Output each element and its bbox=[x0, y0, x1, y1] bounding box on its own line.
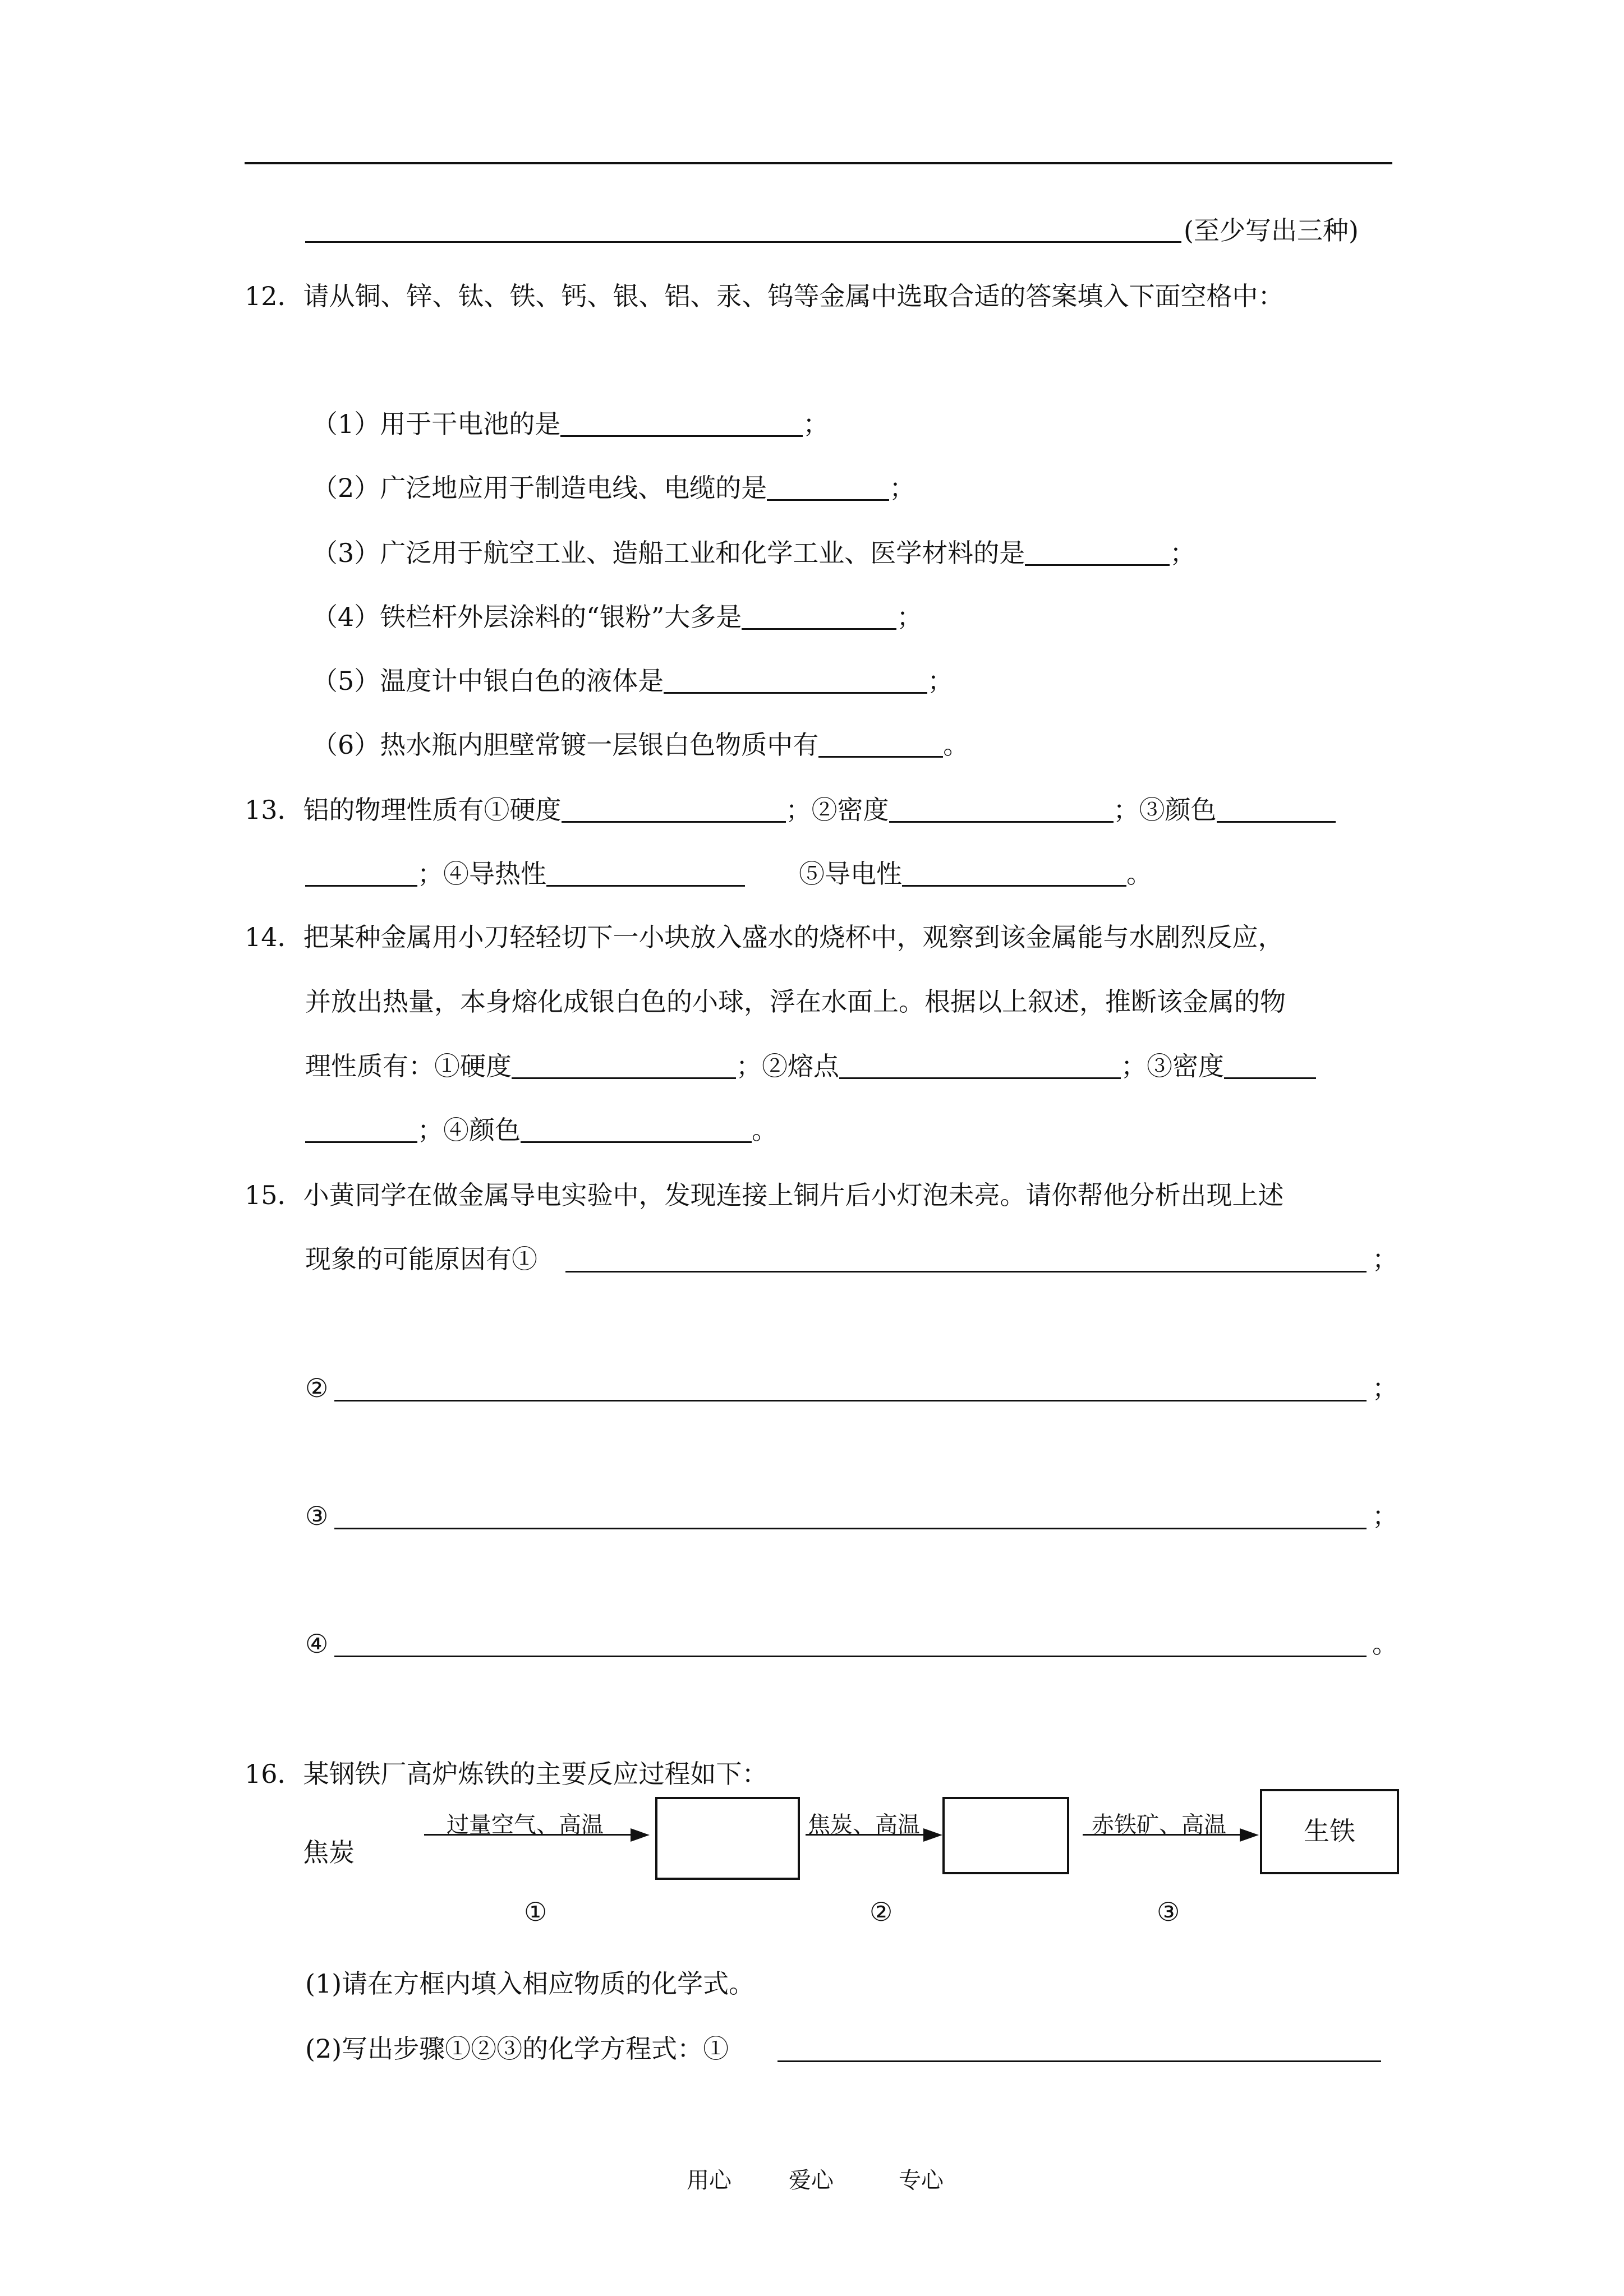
q12-item-6 bbox=[312, 731, 969, 758]
flow-start-coke: 焦炭 bbox=[303, 1837, 355, 1868]
arrow-2-shaft bbox=[806, 1834, 926, 1836]
q13-electric: ⑤导电性 bbox=[799, 859, 902, 889]
step-markers bbox=[393, 1897, 1402, 1927]
q12-stem: 12．请从铜、锌、钛、铁、钙、银、铝、汞、钨等金属中选取合适的答案填入下面空格中： bbox=[245, 281, 1284, 311]
q13-line-1 bbox=[245, 796, 1336, 823]
q12-item-2 bbox=[312, 474, 915, 501]
q15-answer-line-2[interactable] bbox=[334, 1400, 1367, 1401]
q12-item-6-text: （6）热水瓶内胆壁常镀一层银白色物质中有 bbox=[312, 730, 819, 760]
q12-item-3-end: ； bbox=[1170, 538, 1196, 568]
answer-blank[interactable] bbox=[818, 731, 943, 758]
q12-item-4 bbox=[312, 603, 922, 630]
answer-blank[interactable] bbox=[562, 796, 786, 823]
arrow-3-label: 赤铁矿、高温 bbox=[1092, 1812, 1226, 1838]
q12-item-4-end: ； bbox=[896, 602, 923, 632]
arrow-2-head bbox=[923, 1828, 942, 1842]
q14-line-2: 并放出热量，本身熔化成银白色的小球，浮在水面上。根据以上叙述，推断该金属的物 bbox=[305, 986, 1286, 1017]
answer-blank[interactable] bbox=[902, 860, 1126, 887]
answer-blank[interactable] bbox=[1224, 1053, 1316, 1079]
q15-marker-4: ④ bbox=[305, 1629, 329, 1659]
q12-item-3-text: （3）广泛用于航空工业、造船工业和化学工业、医学材料的是 bbox=[312, 538, 1025, 568]
step-2-marker: ② bbox=[869, 1897, 893, 1927]
answer-blank[interactable] bbox=[664, 667, 927, 694]
q13-heat: ；④导热性 bbox=[417, 859, 546, 889]
answer-blank[interactable] bbox=[305, 1117, 417, 1143]
q14-melting: ；②熔点 bbox=[736, 1051, 839, 1081]
q12-item-5-end: ； bbox=[927, 666, 954, 696]
footer-text-2: 爱心 bbox=[789, 2168, 834, 2193]
q12-item-1 bbox=[312, 411, 829, 437]
q16-stem: 16．某钢铁厂高炉炼铁的主要反应过程如下： bbox=[245, 1759, 768, 1789]
q15-marker-3: ③ bbox=[305, 1501, 329, 1531]
q13-hardness: 铝的物理性质有①硬度 bbox=[303, 795, 562, 825]
q15-answer-line-1[interactable] bbox=[565, 1271, 1367, 1273]
step-1-marker: ① bbox=[524, 1897, 548, 1927]
q12-item-1-end: ； bbox=[803, 409, 829, 439]
q12-item-5-text: （5）温度计中银白色的液体是 bbox=[312, 666, 664, 696]
arrow-3-shaft bbox=[1083, 1834, 1242, 1836]
flow-end-box bbox=[1260, 1789, 1399, 1874]
answer-blank[interactable] bbox=[305, 860, 417, 887]
q14-line-3 bbox=[305, 1053, 1316, 1079]
q13-color: ；③颜色 bbox=[1113, 795, 1217, 825]
q15-text-1: 小黄同学在做金属导电实验中，发现连接上铜片后小灯泡未亮。请你帮他分析出现上述 bbox=[303, 1180, 1284, 1210]
arrow-2-label: 焦炭、高温 bbox=[808, 1812, 920, 1838]
q12-item-6-end: 。 bbox=[943, 730, 969, 760]
q15-line-2-end: ； bbox=[1372, 1244, 1398, 1274]
q14-color: ；④颜色 bbox=[417, 1115, 521, 1145]
q15-marker-2: ② bbox=[305, 1373, 329, 1403]
answer-blank[interactable] bbox=[839, 1053, 1121, 1079]
q15-number: 15． bbox=[245, 1180, 303, 1210]
q12-item-3 bbox=[312, 540, 1195, 566]
answer-blank[interactable] bbox=[560, 411, 803, 437]
q12-item-2-text: （2）广泛地应用于制造电线、电缆的是 bbox=[312, 473, 767, 503]
q16-sub-1: (1)请在方框内填入相应物质的化学式。 bbox=[305, 1968, 755, 1999]
q15-line-3-end: ； bbox=[1372, 1373, 1398, 1403]
footer-text-3: 专心 bbox=[899, 2168, 944, 2193]
answer-blank[interactable] bbox=[546, 860, 745, 887]
answer-blank[interactable] bbox=[889, 796, 1114, 823]
arrow-1-shaft bbox=[424, 1834, 632, 1836]
q14-number: 14． bbox=[245, 922, 303, 952]
q13-density: ；②密度 bbox=[785, 795, 889, 825]
answer-blank[interactable] bbox=[521, 1117, 752, 1143]
carry-over-note: (至少写出三种) bbox=[1184, 215, 1359, 246]
answer-blank[interactable] bbox=[1025, 540, 1170, 566]
answer-blank[interactable] bbox=[742, 603, 896, 630]
q14-line-4 bbox=[305, 1117, 778, 1143]
q14-end: 。 bbox=[752, 1115, 778, 1145]
q15-line-4-end: ； bbox=[1372, 1501, 1398, 1531]
q15-answer-line-3[interactable] bbox=[334, 1528, 1367, 1529]
q16-answer-line-1[interactable] bbox=[778, 2060, 1381, 2062]
answer-line[interactable] bbox=[305, 241, 1181, 243]
flow-end-label: 生铁 bbox=[1304, 1816, 1355, 1846]
q13-number: 13． bbox=[245, 795, 303, 825]
q13-end: 。 bbox=[1126, 859, 1152, 889]
answer-box-1[interactable] bbox=[655, 1797, 800, 1880]
step-3-marker: ③ bbox=[1157, 1897, 1180, 1927]
q15-line-1 bbox=[245, 1182, 1284, 1208]
q12-item-2-end: ； bbox=[889, 473, 915, 503]
q14-density: ；③密度 bbox=[1121, 1051, 1224, 1081]
q14-line-1 bbox=[245, 924, 1284, 950]
q15-line-2: 现象的可能原因有① bbox=[305, 1244, 537, 1274]
q14-hardness: 理性质有：①硬度 bbox=[305, 1051, 512, 1081]
answer-blank[interactable] bbox=[767, 474, 889, 501]
q15-line-5-end: 。 bbox=[1372, 1629, 1398, 1659]
q13-line-2 bbox=[305, 860, 1152, 887]
arrow-1-label: 过量空气、高温 bbox=[447, 1812, 604, 1838]
answer-blank[interactable] bbox=[512, 1053, 736, 1079]
footer-text-1: 用心 bbox=[687, 2168, 732, 2193]
answer-box-2[interactable] bbox=[942, 1797, 1069, 1874]
arrow-3-head bbox=[1240, 1828, 1259, 1842]
q16-sub-2: (2)写出步骤①②③的化学方程式：① bbox=[305, 2034, 729, 2064]
q14-text-1: 把某种金属用小刀轻轻切下一小块放入盛水的烧杯中，观察到该金属能与水剧烈反应， bbox=[303, 922, 1284, 952]
q12-item-5 bbox=[312, 667, 953, 694]
q12-item-4-text: （4）铁栏杆外层涂料的“银粉”大多是 bbox=[312, 602, 742, 632]
header-rule bbox=[245, 162, 1392, 164]
arrow-1-head bbox=[631, 1828, 650, 1842]
q15-answer-line-4[interactable] bbox=[334, 1656, 1367, 1657]
q12-item-1-text: （1）用于干电池的是 bbox=[312, 409, 561, 439]
answer-blank[interactable] bbox=[1217, 796, 1336, 823]
